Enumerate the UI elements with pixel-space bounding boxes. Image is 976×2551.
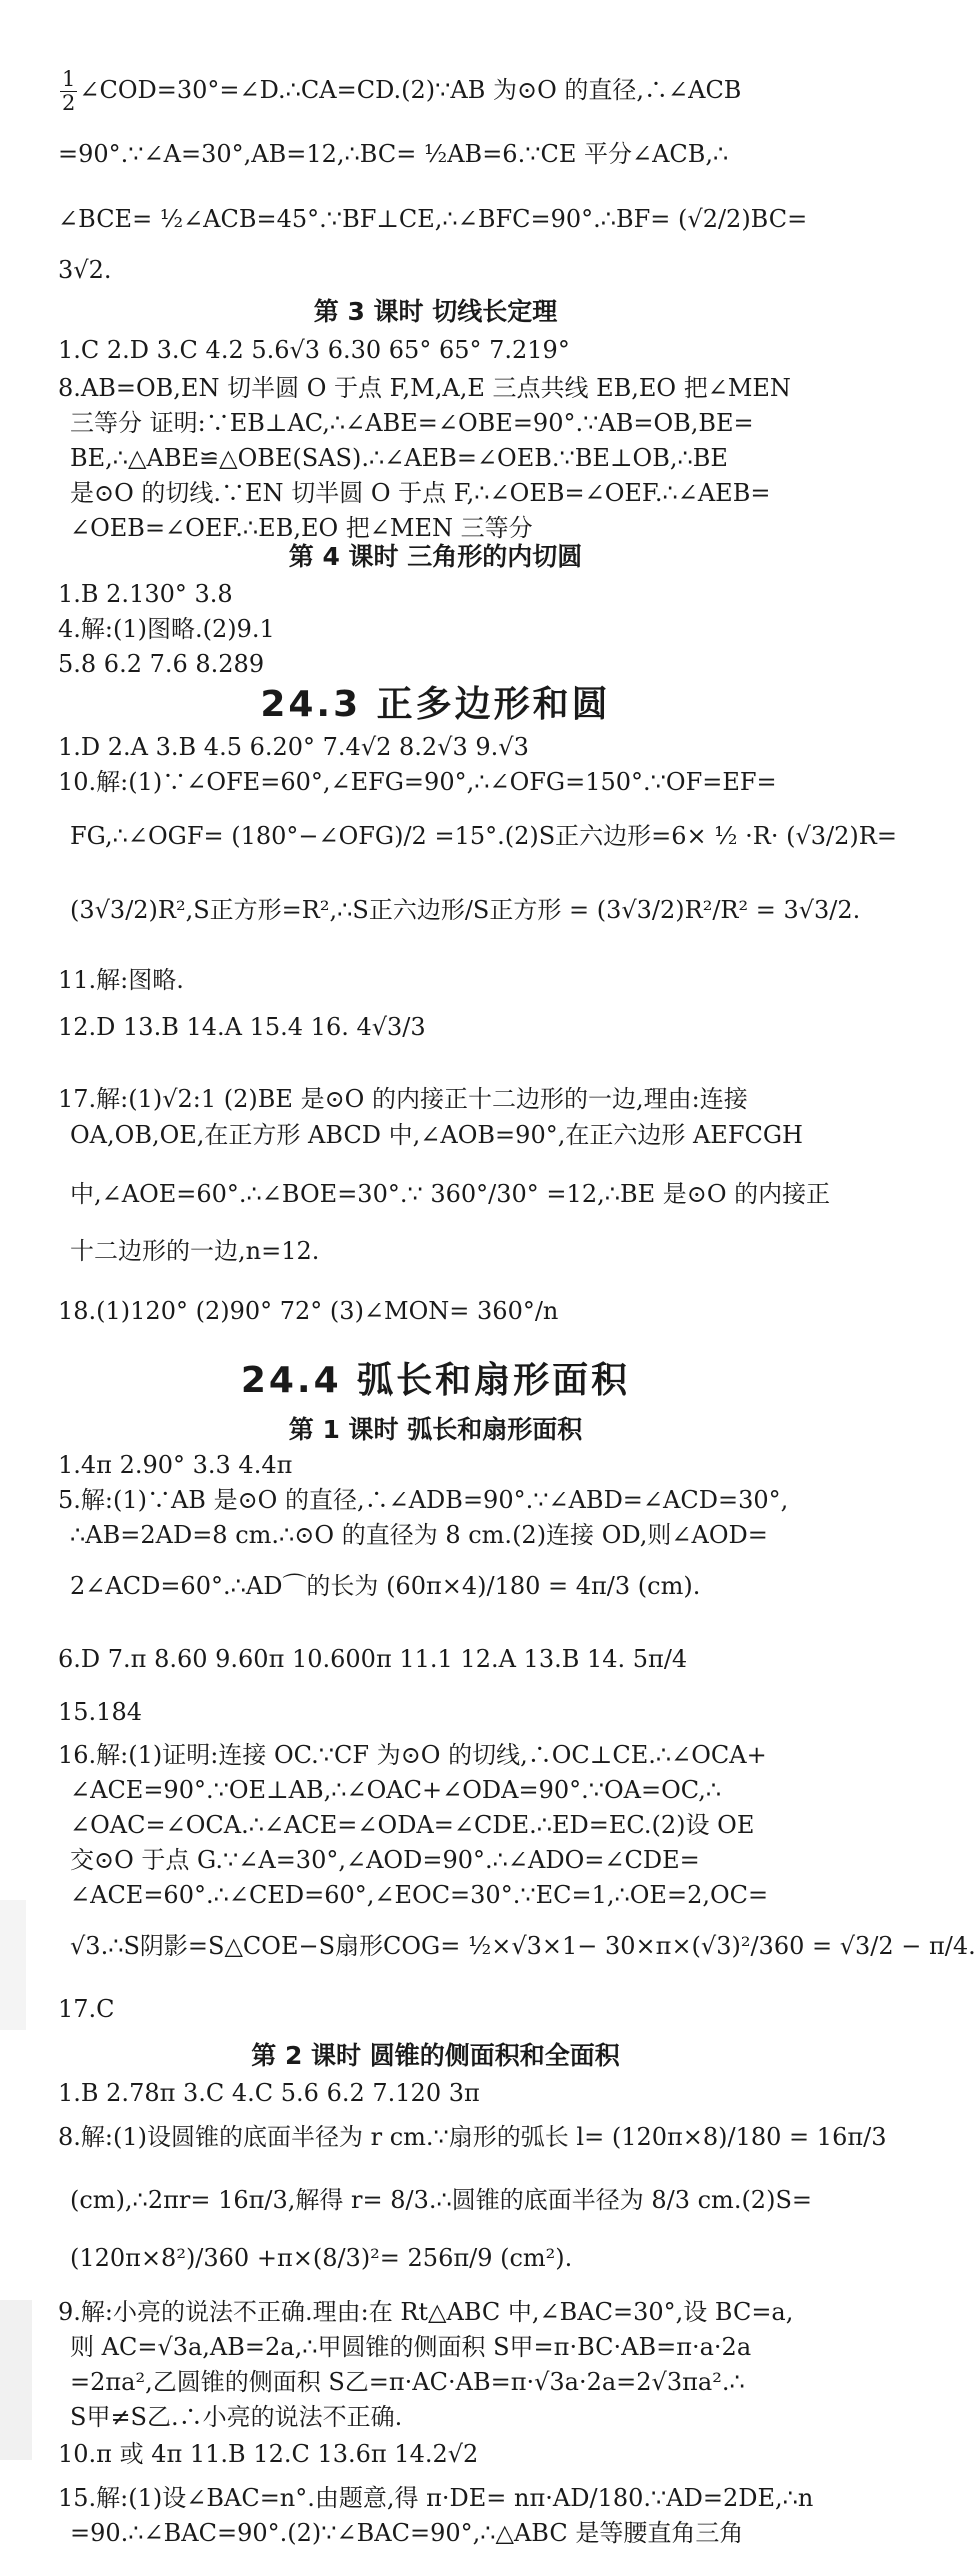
text-line: (120π×8²)/360 +π×(8/3)²= 256π/9 (cm²). [70,2244,573,2272]
text-line: 中,∠AOE=60°.∴∠BOE=30°.∵ 360°/30° =12,∴BE 是⊙O 的内接正 [70,1180,831,1208]
text-line: 9.解:小亮的说法不正确.理由:在 Rt△ABC 中,∠BAC=30°,设 BC=a, [58,2298,794,2326]
text-line: 1.D 2.A 3.B 4.5 6.20° 7.4√2 8.2√3 9.√3 [58,733,529,761]
text-line: 18.(1)120° (2)90° 72° (3)∠MON= 360°/n [58,1297,559,1325]
text-line: 交⊙O 于点 G.∵∠A=30°,∠AOD=90°.∴∠ADO=∠CDE= [70,1846,700,1874]
text-line: √3.∴S阴影=S△COE−S扇形COG= ½×√3×1− 30×π×(√3)²/360 = √3/2 − π/4. [70,1932,976,1960]
text-line: OA,OB,OE,在正方形 ABCD 中,∠AOB=90°,在正六边形 AEFCGH [70,1121,803,1149]
text-line: 则 AC=√3a,AB=2a,∴甲圆锥的侧面积 S甲=π·BC·AB=π·a·2a [70,2333,752,2361]
text-line: (cm),∴2πr= 16π/3,解得 r= 8/3.∴圆锥的底面半径为 8/3 cm.(2)S= [70,2186,812,2214]
lesson-heading: 第 4 课时 三角形的内切圆 [288,542,583,571]
scan-shadow [0,1900,26,2030]
section-heading: 24.4 弧长和扇形面积 [240,1360,631,1401]
text-line: $\frac{1}{2}$ ∠COD=30°=∠D.∴CA=CD.(2)∵AB 为⊙O 的直径,∴∠ACB [62,67,742,116]
text-line: ∠OAC=∠OCA.∴∠ACE=∠ODA=∠CDE.∴ED=EC.(2)设 OE [70,1811,755,1839]
text-line: ∠BCE= ½∠ACB=45°.∵BF⊥CE,∴∠BFC=90°.∴BF= (√2/2)BC= [58,205,808,233]
text-line: 15.184 [58,1698,142,1726]
text-line: 5.解:(1)∵AB 是⊙O 的直径,∴∠ADB=90°.∵∠ABD=∠ACD=30°, [58,1486,789,1514]
text-line: 8.AB=OB,EN 切半圆 O 于点 F,M,A,E 三点共线 EB,EO 把∠MEN [58,374,791,402]
text-line: 17.解:(1)√2:1 (2)BE 是⊙O 的内接正十二边形的一边,理由:连接 [58,1085,748,1113]
text-line: 15.解:(1)设∠BAC=n°.由题意,得 π·DE= nπ·AD/180.∵AD=2DE,∴n [58,2484,814,2512]
text-line: =2πa²,乙圆锥的侧面积 S乙=π·AC·AB=π·√3a·2a=2√3πa².∴ [70,2368,745,2396]
text-line: ∠ACE=90°.∵OE⊥AB,∴∠OAC+∠ODA=90°.∵OA=OC,∴ [70,1776,722,1804]
text-line: 12.D 13.B 14.A 15.4 16. 4√3/3 [58,1013,426,1041]
text-line: 6.D 7.π 8.60 9.60π 10.600π 11.1 12.A 13.B 14. 5π/4 [58,1645,688,1673]
text-line: =90°.∵∠A=30°,AB=12,∴BC= ½AB=6.∵CE 平分∠ACB,∴ [58,140,729,168]
text-line: 17.C [58,1995,115,2023]
text-line: BE,∴△ABE≌△OBE(SAS).∴∠AEB=∠OEB.∵BE⊥OB,∴BE [70,444,728,472]
text-line: 十二边形的一边,n=12. [70,1237,320,1265]
text-line: 5.8 6.2 7.6 8.289 [58,650,265,678]
text-line: 4.解:(1)图略.(2)9.1 [58,615,275,643]
lesson-heading: 第 3 课时 切线长定理 [313,297,558,326]
fraction: $\frac{1}{2}$ [62,67,76,116]
text-line: 是⊙O 的切线.∵EN 切半圆 O 于点 F,∴∠OEB=∠OEF.∴∠AEB= [70,479,771,507]
text-line: 11.解:图略. [58,966,184,994]
text-line: S甲≠S乙.∴小亮的说法不正确. [70,2403,403,2431]
text-line: ∴AB=2AD=8 cm.∴⊙O 的直径为 8 cm.(2)连接 OD,则∠AOD= [70,1521,768,1549]
text-line: 10.解:(1)∵∠OFE=60°,∠EFG=90°,∴∠OFG=150°.∵OF=EF= [58,768,777,796]
text-line: (3√3/2)R²,S正方形=R²,∴S正六边形/S正方形 = (3√3/2)R²/R² = 3√3/2. [70,896,861,924]
scan-shadow [0,2300,32,2460]
text-line: 8.解:(1)设圆锥的底面半径为 r cm.∵扇形的弧长 l= (120π×8)/180 = 16π/3 [58,2123,887,2151]
text-line: 1.4π 2.90° 3.3 4.4π [58,1451,293,1479]
text-line: 1.B 2.78π 3.C 4.C 5.6 6.2 7.120 3π [58,2079,480,2107]
lesson-heading: 第 1 课时 弧长和扇形面积 [288,1415,583,1444]
section-heading: 24.3 正多边形和圆 [260,684,611,725]
text-line: 1.B 2.130° 3.8 [58,580,233,608]
text-line: =90.∴∠BAC=90°.(2)∵∠BAC=90°,∴△ABC 是等腰直角三角 [70,2519,744,2547]
text-line: 2∠ACD=60°.∴AD⌒的长为 (60π×4)/180 = 4π/3 (cm). [70,1572,701,1600]
text-line: 三等分 证明:∵EB⊥AC,∴∠ABE=∠OBE=90°.∵AB=OB,BE= [70,409,754,437]
text-line: 3√2. [58,256,112,284]
lesson-heading: 第 2 课时 圆锥的侧面积和全面积 [251,2041,620,2070]
text-line: 1.C 2.D 3.C 4.2 5.6√3 6.30 65° 65° 7.219° [58,336,570,364]
text-line: ∠OEB=∠OEF.∴EB,EO 把∠MEN 三等分 [70,514,533,542]
text-line: 10.π 或 4π 11.B 12.C 13.6π 14.2√2 [58,2440,479,2468]
text-line: FG,∴∠OGF= (180°−∠OFG)/2 =15°.(2)S正六边形=6× ½ ·R· (√3/2)R= [70,822,897,850]
text-line: 16.解:(1)证明:连接 OC.∵CF 为⊙O 的切线,∴OC⊥CE.∴∠OCA+ [58,1741,767,1769]
text-line: ∠ACE=60°.∴∠CED=60°,∠EOC=30°.∵EC=1,∴OE=2,OC= [70,1881,769,1909]
